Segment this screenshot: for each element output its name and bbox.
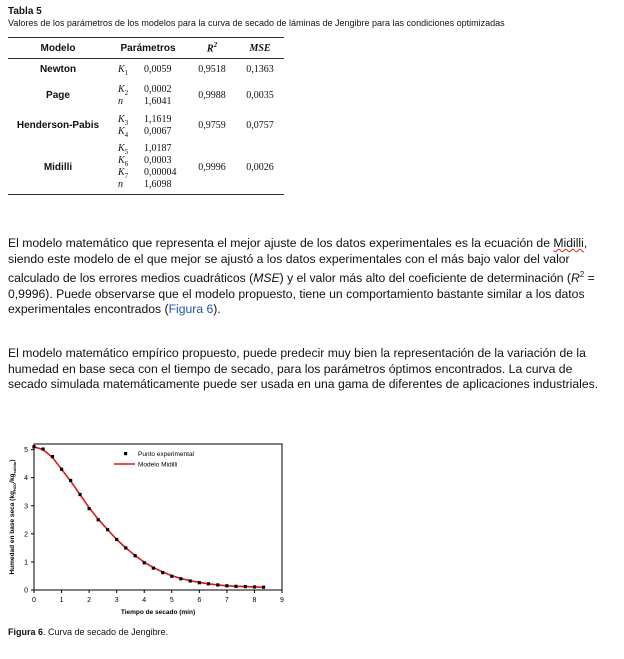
- experimental-point: [262, 586, 265, 589]
- x-tick-label: 2: [87, 597, 92, 604]
- experimental-point: [170, 575, 173, 578]
- paragraph-2: El modelo matemático empírico propuesto, puede predecir muy bien la representación de la variación de la humedad en base seca con el tiempo de secado, para los parámetros óptimos encontrados. La curva de secado simulada matemáticamente puede ser usada en una gama de diferentes de aplicaciones industriales.: [8, 346, 599, 392]
- param-symbol-sub: 4: [124, 130, 129, 139]
- param-value: 0,0067: [144, 125, 172, 137]
- y-tick-label: 5: [24, 447, 28, 455]
- param-symbol-letter: K: [118, 63, 125, 75]
- param-symbol-letter: n: [118, 95, 123, 107]
- p1-part4: = 0,9996). Puede observarse que el modelo propuesto, tiene un comportamiento bastante similar a los datos experimentales encontrados (: [8, 271, 595, 317]
- param-line: [108, 167, 188, 179]
- x-tick-label: 5: [169, 597, 174, 604]
- param-line: [108, 96, 188, 108]
- experimental-point: [152, 567, 155, 570]
- y-axis-label-ylabel: Humedad en base seca (kg: [9, 491, 16, 575]
- figure-6-link[interactable]: Figura 6: [168, 302, 214, 317]
- table-caption: Valores de los parámetros de los modelos para la curva de secado de láminas de Jengibre para las condiciones optimizadas: [8, 18, 505, 28]
- param-value: 1,6098: [144, 179, 172, 191]
- legend-marker-experimental: [124, 452, 127, 455]
- x-tick-label: 6: [197, 597, 202, 604]
- experimental-point: [69, 479, 72, 482]
- experimental-point: [32, 445, 35, 448]
- param-line: [108, 84, 188, 96]
- figure-caption-label: Figura 6: [8, 627, 44, 637]
- drying-curve-chart: [2, 438, 292, 626]
- cell-r2: 0,9518: [198, 64, 226, 76]
- cell-params: [108, 141, 188, 195]
- param-line: [108, 114, 188, 126]
- experimental-point: [234, 585, 237, 588]
- y-axis-label-ylabel-mid: /kg: [9, 473, 16, 483]
- experimental-point: [41, 447, 44, 450]
- table-row: [8, 141, 284, 195]
- y-axis-label: [9, 459, 17, 574]
- figure-caption-text: . Curva de secado de Jengibre.: [43, 627, 169, 637]
- param-line: [108, 179, 188, 191]
- cell-r2: 0,9988: [198, 90, 226, 101]
- cell-r2: 0,9996: [198, 161, 226, 173]
- x-tick-label: 9: [280, 597, 284, 604]
- param-value: 0,0002: [144, 83, 172, 95]
- table-title: Tabla 5: [8, 6, 42, 17]
- param-symbol-letter: K: [118, 143, 125, 155]
- header-r2-sup: 2: [213, 41, 218, 50]
- p1-r-sup: 2: [579, 270, 585, 280]
- table-row: [8, 81, 284, 111]
- cell-model: Midilli: [43, 161, 73, 173]
- p1-midilli: Midilli: [553, 236, 584, 250]
- p1-mse: MSE: [253, 271, 280, 286]
- param-line: [108, 126, 188, 138]
- param-line: [108, 155, 188, 167]
- param-symbol-sub: 1: [124, 68, 129, 77]
- header-r2-label: R: [206, 43, 214, 55]
- cell-mse: 0,0757: [246, 120, 274, 131]
- param-symbol-letter: K: [118, 83, 125, 95]
- x-tick-label: 0: [32, 597, 36, 604]
- param-symbol-sub: 2: [124, 88, 129, 97]
- y-axis-label-ylabel-sub1: H2O: [12, 482, 17, 492]
- param-symbol-sub: 3: [124, 118, 129, 127]
- cell-mse: 0,0026: [246, 161, 274, 173]
- table-body: [8, 59, 284, 195]
- cell-params: [108, 111, 188, 141]
- param-line: [108, 64, 188, 76]
- param-symbol-letter: n: [118, 179, 123, 191]
- table-row: [8, 59, 284, 81]
- experimental-point: [143, 561, 146, 564]
- cell-model: Page: [46, 90, 70, 101]
- experimental-point: [97, 518, 100, 521]
- experimental-point: [198, 581, 201, 584]
- param-value: 0,0059: [144, 63, 172, 75]
- experimental-point: [124, 546, 127, 549]
- header-params: Parámetros: [120, 42, 176, 54]
- experimental-point: [60, 468, 63, 471]
- experimental-point: [134, 554, 137, 557]
- x-tick-label: 4: [142, 597, 147, 604]
- experimental-point: [225, 584, 228, 587]
- x-tick-label: 3: [114, 597, 119, 604]
- y-axis-label-ylabel-end: ): [9, 459, 16, 462]
- param-symbol: [118, 179, 144, 194]
- y-tick-label: 3: [24, 503, 28, 511]
- cell-mse: 0,0035: [246, 90, 274, 101]
- legend-label-experimental: Punto experimental: [138, 451, 195, 458]
- parameters-table: [8, 37, 284, 195]
- cell-params: [108, 59, 188, 81]
- x-axis-label: Tiempo de secado (min): [120, 609, 196, 616]
- cell-model: Henderson-Pabis: [16, 120, 100, 131]
- header-r2: [188, 38, 236, 59]
- table-header-row: [8, 38, 284, 59]
- param-value: 0,0003: [144, 155, 172, 167]
- x-tick-label: 8: [252, 597, 257, 604]
- p1-part2: , siendo este modelo de el que mejor se ajustó a los datos experimentales con el más bajo valor del valor calculado de los errores medios cuadráticos (: [8, 236, 588, 286]
- param-line: [108, 143, 188, 155]
- param-value: 1,1619: [144, 113, 172, 125]
- experimental-point: [179, 577, 182, 580]
- x-tick-label: 7: [224, 597, 229, 604]
- table-row: [8, 111, 284, 141]
- param-symbol-letter: K: [118, 125, 125, 137]
- header-mse-label: MSE: [249, 42, 271, 54]
- experimental-point: [78, 493, 81, 496]
- p1-part5: ).: [213, 302, 221, 317]
- header-model: Modelo: [40, 42, 76, 54]
- param-symbol-sub: 6: [124, 160, 129, 169]
- cell-r2: 0,9759: [198, 120, 226, 131]
- p1-r: R: [570, 271, 580, 286]
- y-tick-label: 4: [24, 475, 28, 483]
- y-axis-label-ylabel-sub2: sólido: [12, 461, 17, 474]
- experimental-point: [161, 571, 164, 574]
- param-symbol-letter: K: [118, 167, 125, 179]
- param-value: 1,6041: [144, 95, 172, 107]
- param-symbol-letter: K: [118, 155, 125, 167]
- cell-params: [108, 81, 188, 111]
- experimental-point: [88, 507, 91, 510]
- param-symbol: [118, 96, 144, 111]
- experimental-point: [253, 585, 256, 588]
- experimental-point: [51, 455, 54, 458]
- param-symbol: [118, 64, 144, 79]
- experimental-point: [216, 583, 219, 586]
- cell-mse: 0,1363: [246, 64, 274, 76]
- experimental-point: [115, 538, 118, 541]
- experimental-point: [244, 585, 247, 588]
- cell-model: Newton: [39, 64, 77, 76]
- experimental-point: [189, 579, 192, 582]
- x-tick-label: 1: [59, 597, 64, 604]
- legend-label-midilli: Modelo Midilli: [138, 461, 178, 469]
- figure-caption: [8, 627, 168, 637]
- param-value: 1,0187: [144, 143, 172, 155]
- p1-part3: ) y el valor más alto del coeficiente de determinación (: [279, 271, 571, 286]
- paragraph-1: [8, 236, 614, 318]
- y-tick-label: 2: [24, 531, 28, 539]
- param-symbol-sub: 5: [124, 148, 129, 157]
- param-symbol-letter: K: [118, 113, 125, 125]
- experimental-point: [106, 528, 109, 531]
- header-mse: [236, 38, 284, 59]
- param-value: 0,00004: [144, 167, 177, 179]
- y-tick-label: 1: [24, 559, 28, 567]
- y-tick-label: 0: [24, 587, 28, 595]
- p1-part1: El modelo matemático que representa el mejor ajuste de los datos experimentales es la ecuación de: [8, 236, 554, 250]
- experimental-point: [207, 582, 210, 585]
- param-symbol: [118, 126, 144, 141]
- param-symbol-sub: 7: [124, 172, 129, 181]
